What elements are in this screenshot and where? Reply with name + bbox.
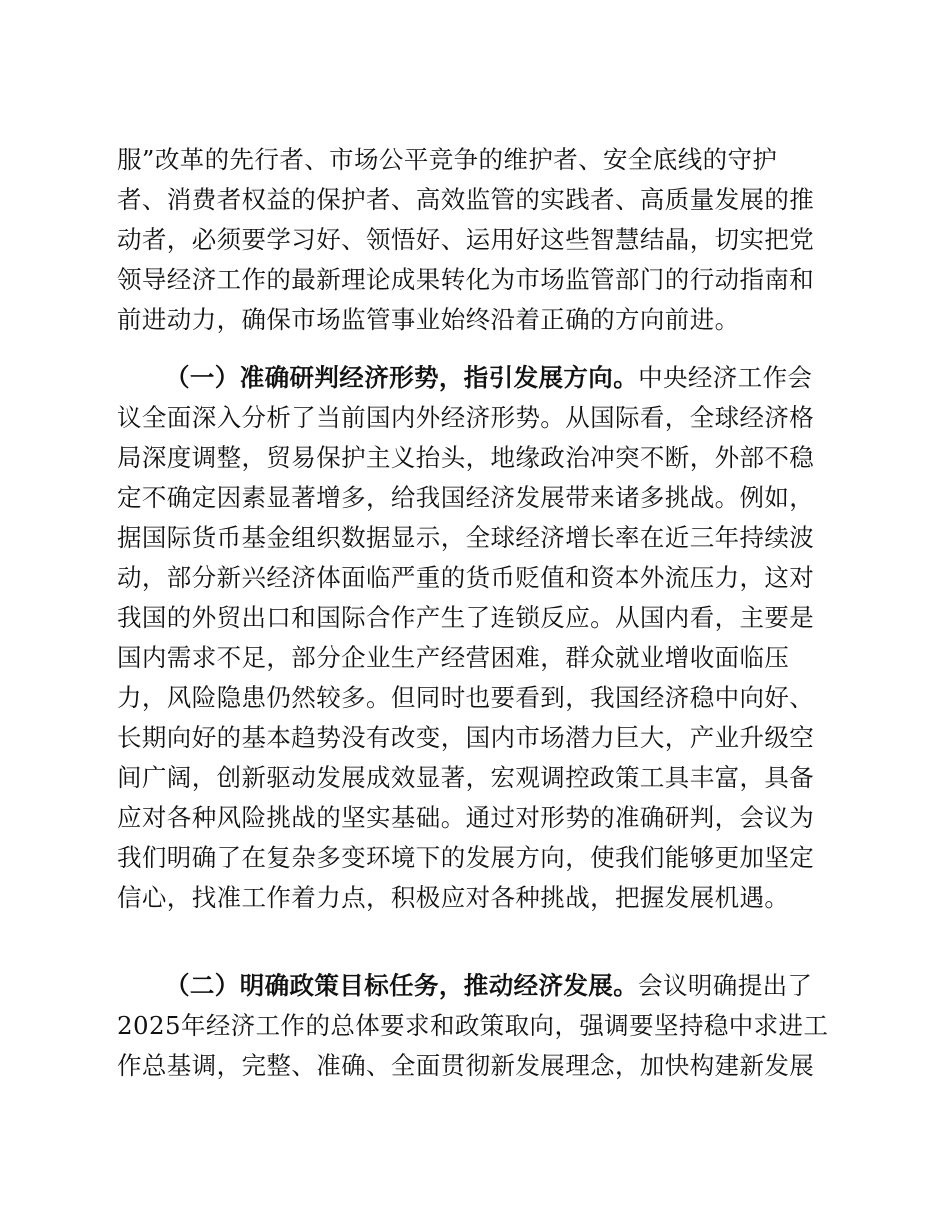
text-line: 者、消费者权益的保护者、高效监管的实践者、高质量发展的推 xyxy=(117,185,815,214)
text-line: 领导经济工作的最新理论成果转化为市场监管部门的行动指南和 xyxy=(117,265,815,294)
text-line: 局深度调整，贸易保护主义抬头，地缘政治冲突不断，外部不稳 xyxy=(117,443,815,472)
section-1-first-line xyxy=(165,363,812,393)
text-line: 我国的外贸出口和国际合作产生了连锁反应。从国内看，主要是 xyxy=(117,603,815,632)
text-line: 服”改革的先行者、市场公平竞争的维护者、安全底线的守护 xyxy=(117,145,778,174)
text-line: 信心，找准工作着力点，积极应对各种挑战，把握发展机遇。 xyxy=(117,883,790,912)
section-2-first-line xyxy=(165,971,812,1001)
text-line: 定不确定因素显著增多，给我国经济发展带来诸多挑战。例如， xyxy=(117,483,815,512)
text-line: 长期向好的基本趋势没有改变，国内市场潜力巨大，产业升级空 xyxy=(117,723,815,752)
text-line: 力，风险隐患仍然较多。但同时也要看到，我国经济稳中向好、 xyxy=(117,683,815,712)
text-line: 国内需求不足，部分企业生产经营困难，群众就业增收面临压 xyxy=(117,643,790,672)
text-line: 作总基调，完整、准确、全面贯彻新发展理念，加快构建新发展 xyxy=(117,1051,815,1080)
text-line: 据国际货币基金组织数据显示，全球经济增长率在近三年持续波 xyxy=(117,523,815,552)
text-line: 应对各种风险挑战的坚实基础。通过对形势的准确研判，会议为 xyxy=(117,803,815,832)
text-line: 议全面深入分析了当前国内外经济形势。从国际看，全球经济格 xyxy=(117,403,815,432)
section-2-heading: （二）明确政策目标任务，推动经济发展。 xyxy=(165,971,639,1000)
section-1-first-line-rest: 中央经济工作会 xyxy=(638,363,813,392)
section-2-first-line-rest: 会议明确提出了 xyxy=(638,971,813,1000)
section-1-heading: （一）准确研判经济形势，指引发展方向。 xyxy=(165,363,639,392)
text-line: 2025年经济工作的总体要求和政策取向，强调要坚持稳中求进工 xyxy=(117,1011,829,1040)
text-line: 动者，必须要学习好、领悟好、运用好这些智慧结晶，切实把党 xyxy=(117,225,815,254)
text-line: 我们明确了在复杂多变环境下的发展方向，使我们能够更加坚定 xyxy=(117,843,815,872)
text-line: 前进动力，确保市场监管事业始终沿着正确的方向前进。 xyxy=(117,305,740,334)
text-line: 动，部分新兴经济体面临严重的货币贬值和资本外流压力，这对 xyxy=(117,563,815,592)
text-line: 间广阔，创新驱动发展成效显著，宏观调控政策工具丰富，具备 xyxy=(117,763,815,792)
